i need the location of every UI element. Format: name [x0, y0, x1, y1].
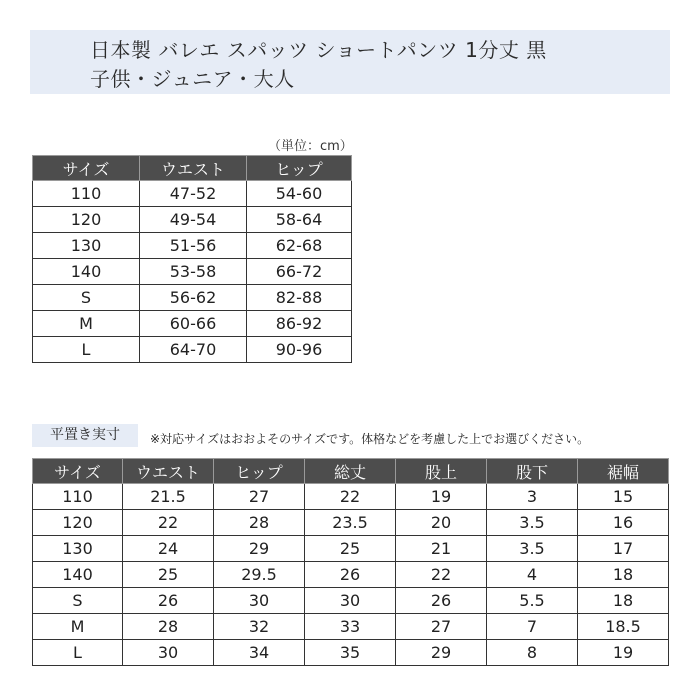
size-table-cell: 62-68: [247, 233, 352, 259]
size-table-cell: 49-54: [140, 207, 247, 233]
table-row: [33, 536, 669, 562]
table-row: [33, 640, 669, 666]
flat-table-cell: 29: [214, 536, 305, 562]
flat-table-cell: 32: [214, 614, 305, 640]
size-table-cell: 56-62: [140, 285, 247, 311]
flat-table-cell: 5.5: [487, 588, 578, 614]
flat-table-header-cell: サイズ: [33, 459, 123, 484]
flat-table-cell: 3: [487, 484, 578, 510]
table-row: [33, 337, 352, 363]
flat-table-cell: 27: [214, 484, 305, 510]
table-row: [33, 484, 669, 510]
product-subtitle: 子供・ジュニア・大人: [90, 67, 295, 91]
flat-table-cell: 25: [123, 562, 214, 588]
flat-table-cell: M: [33, 614, 123, 640]
flat-table-cell: 29: [396, 640, 487, 666]
table-row: [33, 285, 352, 311]
size-table-cell: 82-88: [247, 285, 352, 311]
size-table-cell: 110: [33, 181, 140, 207]
flat-table-cell: 26: [305, 562, 396, 588]
flat-table-cell: 27: [396, 614, 487, 640]
flat-table-cell: 3.5: [487, 510, 578, 536]
flat-table-header-cell: 裾幅: [578, 459, 669, 484]
flat-table-cell: 8: [487, 640, 578, 666]
size-table-cell: 90-96: [247, 337, 352, 363]
flat-table-cell: 140: [33, 562, 123, 588]
flat-table-cell: 3.5: [487, 536, 578, 562]
size-table-cell: 51-56: [140, 233, 247, 259]
table-row: [33, 181, 352, 207]
flat-table-cell: 29.5: [214, 562, 305, 588]
flat-table-cell: S: [33, 588, 123, 614]
flat-table-cell: 28: [214, 510, 305, 536]
flat-table-cell: 28: [123, 614, 214, 640]
size-table-cell: 120: [33, 207, 140, 233]
size-table-body: [33, 181, 352, 363]
flat-table-cell: 4: [487, 562, 578, 588]
size-table-cell: S: [33, 285, 140, 311]
flat-table-cell: 19: [578, 640, 669, 666]
flat-table-cell: 110: [33, 484, 123, 510]
flat-table-cell: 35: [305, 640, 396, 666]
size-table-cell: L: [33, 337, 140, 363]
size-table-cell: 140: [33, 259, 140, 285]
flat-table-cell: 26: [123, 588, 214, 614]
size-table-cell: 54-60: [247, 181, 352, 207]
size-table-header-cell: ウエスト: [140, 156, 247, 181]
flat-table-cell: 7: [487, 614, 578, 640]
size-table-header-cell: ヒップ: [247, 156, 352, 181]
size-table-cell: 130: [33, 233, 140, 259]
flat-table-cell: 18: [578, 588, 669, 614]
flat-table-cell: 120: [33, 510, 123, 536]
flat-table-cell: 25: [305, 536, 396, 562]
size-table-cell: 58-64: [247, 207, 352, 233]
flat-table-cell: 130: [33, 536, 123, 562]
size-table-cell: 60-66: [140, 311, 247, 337]
flat-table-cell: L: [33, 640, 123, 666]
size-table: [32, 155, 352, 363]
table-row: [33, 233, 352, 259]
flat-measure-label: 平置き実寸: [32, 424, 138, 447]
table-row: [33, 259, 352, 285]
size-table-cell: 64-70: [140, 337, 247, 363]
table-row: [33, 510, 669, 536]
flat-table-cell: 21: [396, 536, 487, 562]
flat-table-cell: 21.5: [123, 484, 214, 510]
flat-table-cell: 18: [578, 562, 669, 588]
flat-table-header-cell: ヒップ: [214, 459, 305, 484]
flat-table-cell: 23.5: [305, 510, 396, 536]
flat-table-cell: 19: [396, 484, 487, 510]
flat-table-cell: 22: [123, 510, 214, 536]
size-table-cell: 53-58: [140, 259, 247, 285]
size-table-header-cell: サイズ: [33, 156, 140, 181]
size-table-cell: M: [33, 311, 140, 337]
flat-table-cell: 30: [123, 640, 214, 666]
table-row: [33, 207, 352, 233]
flat-table-cell: 22: [305, 484, 396, 510]
table-row: [33, 311, 352, 337]
flat-table-header-cell: 股下: [487, 459, 578, 484]
flat-table-cell: 24: [123, 536, 214, 562]
flat-measure-table: [32, 458, 669, 666]
flat-table-header-cell: 股上: [396, 459, 487, 484]
table-row: [33, 562, 669, 588]
flat-table-body: [33, 484, 669, 666]
unit-note: （単位：cm）: [268, 139, 353, 154]
flat-table-cell: 17: [578, 536, 669, 562]
flat-table-cell: 26: [396, 588, 487, 614]
flat-table-header-cell: 総丈: [305, 459, 396, 484]
size-table-cell: 47-52: [140, 181, 247, 207]
flat-table-cell: 30: [305, 588, 396, 614]
table-row: [33, 588, 669, 614]
size-table-cell: 86-92: [247, 311, 352, 337]
table-row: [33, 614, 669, 640]
flat-table-cell: 33: [305, 614, 396, 640]
flat-table-cell: 34: [214, 640, 305, 666]
title-banner: [30, 30, 670, 94]
flat-table-cell: 20: [396, 510, 487, 536]
size-table-cell: 66-72: [247, 259, 352, 285]
flat-table-header: [33, 459, 669, 484]
flat-table-cell: 15: [578, 484, 669, 510]
size-table-header: [33, 156, 352, 181]
flat-table-cell: 22: [396, 562, 487, 588]
flat-table-cell: 16: [578, 510, 669, 536]
flat-table-cell: 30: [214, 588, 305, 614]
fit-note: ※対応サイズはおおよそのサイズです。体格などを考慮した上でお選びください。: [150, 432, 590, 446]
product-title: 日本製 バレエ スパッツ ショートパンツ 1分丈 黒: [90, 38, 547, 62]
flat-table-cell: 18.5: [578, 614, 669, 640]
flat-table-header-cell: ウエスト: [123, 459, 214, 484]
